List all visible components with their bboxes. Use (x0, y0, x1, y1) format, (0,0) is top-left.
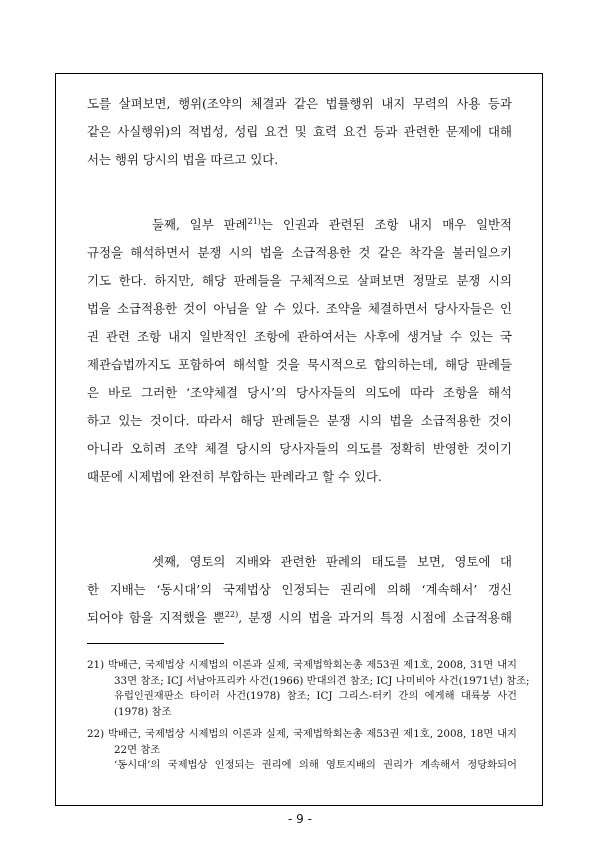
text-line: 아니라 오히려 조약 체결 당시의 당사자들의 의도를 정확히 반영한 것이기 (87, 441, 512, 456)
text-line (87, 604, 512, 632)
footnote-22 (87, 727, 517, 774)
text-line: 한 지배는 ‘동시대’의 국제법상 인정되는 권리에 의해 ‘계속해서’ 갱신 (87, 582, 512, 597)
paragraph-continued (87, 90, 512, 174)
footnote-ref-21[interactable]: 21) (247, 216, 261, 226)
text-line: 셋째, 영토의 지배와 관련한 판례의 태도를 보면, 영토에 대 (152, 554, 512, 569)
footnote-line: 22) 박배근, 국제법상 시제법의 이론과 실제, 국제법학회논총 제53권 제1호, 2008, 18면 내지 (87, 728, 517, 740)
footnote-line: (1978) 참조 (114, 705, 172, 718)
footnote-separator (87, 643, 224, 644)
text-segment: , 분쟁 시의 법을 과거의 특정 시점에 소급적용해 (238, 610, 512, 625)
text-segment: 둘째, 일부 판례 (152, 217, 248, 232)
text-line: 은 바로 그러한 ‘조약체결 당시’의 당사자들의 의도에 따라 조항을 해석 (87, 385, 512, 400)
footnote-ref-22[interactable]: 22) (224, 609, 239, 619)
text-line: 하고 있는 것이다. 따라서 해당 판례들은 분쟁 시의 법을 소급적용한 것이 (87, 413, 512, 428)
paragraph-second (87, 211, 512, 491)
text-line: 서는 행위 당시의 법을 따르고 있다. (87, 152, 279, 167)
text-line: 제관습법까지도 포함하여 해석할 것을 묵시적으로 합의하는데, 해당 판례들 (87, 357, 512, 372)
footnote-line: 21) 박배근, 국제법상 시제법의 이론과 실제, 국제법학회논총 제53권 제1호, 2008, 31면 내지 (87, 659, 517, 671)
footnote-line: 유럽인권재판소 타이러 사건(1978) 참조; ICJ 그리스-터키 간의 에게해 대륙붕 사건 (114, 690, 517, 702)
paragraph-third (87, 548, 512, 632)
footnote-line: 22면 참조 (114, 743, 161, 756)
text-line: 같은 사실행위)의 적법성, 성립 요건 및 효력 요건 등과 관련한 문제에 대해 (87, 124, 512, 139)
text-line: 법을 소급적용한 것이 아님을 알 수 있다. 조약을 체결하면서 당사자들은 인 (87, 301, 512, 316)
text-line: 도를 살펴보면, 행위(조약의 체결과 같은 법률행위 내지 무력의 사용 등과 (87, 96, 512, 111)
text-segment: 는 인권과 관련된 조항 내지 매우 일반적 (260, 217, 512, 232)
text-segment: 되어야 함을 지적했을 뿐 (87, 610, 225, 625)
text-line (87, 211, 512, 239)
footnote-line: 33면 참조; ICJ 서남아프리카 사건(1966) 반대의견 참조; ICJ 나미비아 사건(1971년) 참조; (114, 674, 530, 687)
text-line: 기도 한다. 하지만, 해당 판례들을 구체적으로 살펴보면 정말로 분쟁 시의 (87, 273, 512, 288)
text-line: 권 관련 조항 내지 일반적인 조항에 관하여서는 사후에 생겨날 수 있는 국 (87, 329, 512, 344)
page-number: - 9 - (288, 812, 312, 826)
text-line: 때문에 시제법에 완전히 부합하는 판례라고 할 수 있다. (87, 469, 382, 484)
text-line: 규정을 해석하면서 분쟁 시의 법을 소급적용한 것 같은 착각을 불러일으키 (87, 245, 512, 260)
footnote-line: ‘동시대’의 국제법상 인정되는 권리에 의해 영토지배의 권리가 계속해서 정당화되어 (114, 759, 517, 771)
footnote-21 (87, 658, 530, 720)
